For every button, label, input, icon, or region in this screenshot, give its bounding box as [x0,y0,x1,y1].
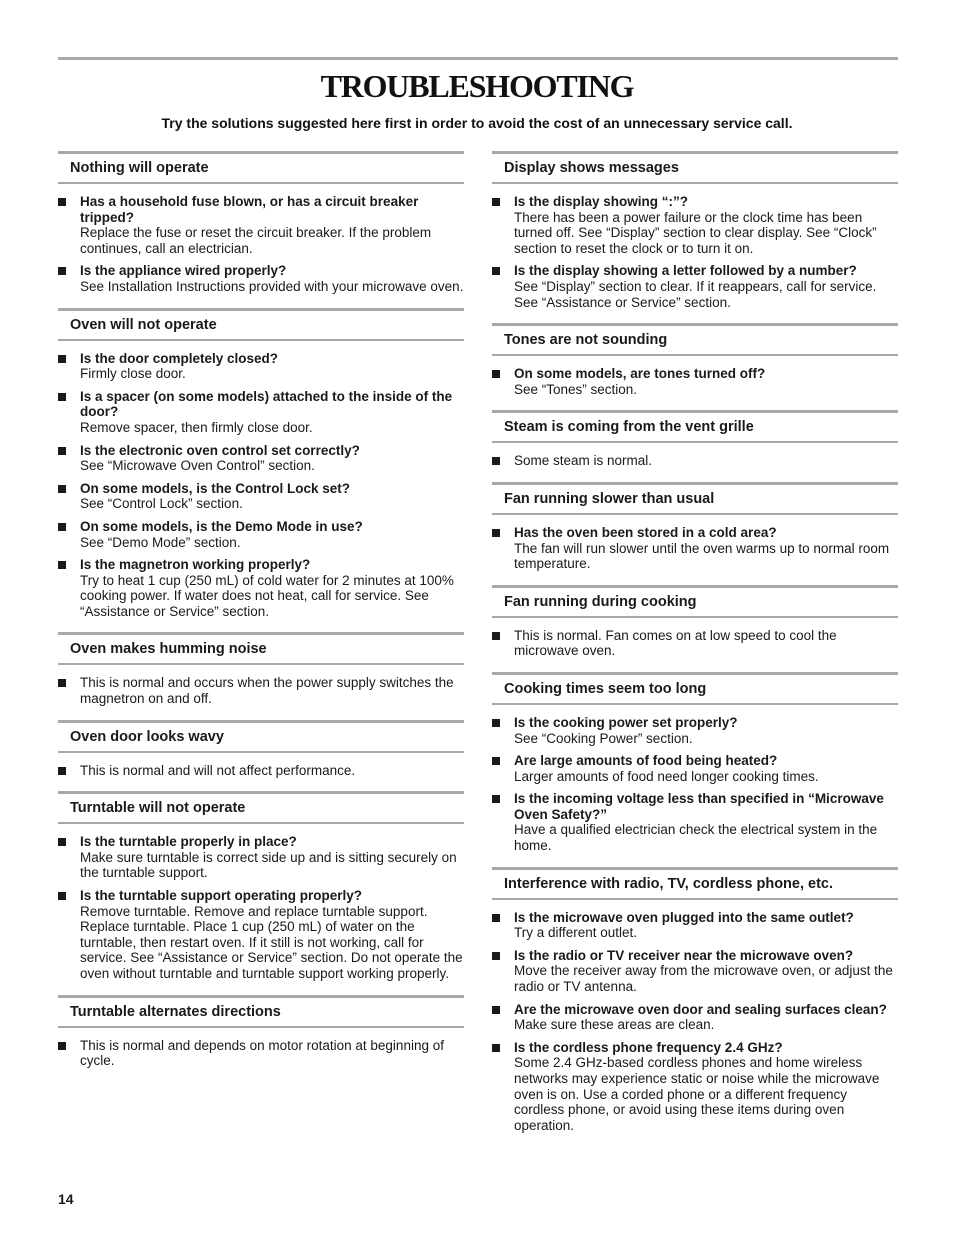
list-item [58,557,464,619]
list-item [492,715,898,746]
item-question: Are large amounts of food being heated? [514,753,778,769]
list-item [492,453,898,469]
item-answer: This is normal and occurs when the power supply switches the magnetron on and off. [80,675,454,707]
item-question: Is the display showing “:”? [514,194,689,209]
section-heading: Fan running during cooking [492,585,898,618]
list-item [492,263,898,310]
square-bullet-icon [58,767,66,775]
item-question: Is the display showing a letter followed by a number? [514,263,857,279]
section-steam-is-coming-from-the-vent-grille [492,410,898,469]
list-item [492,948,898,995]
item-answer: This is normal and depends on motor rotation at beginning of cycle. [80,1037,444,1069]
square-bullet-icon [58,267,66,275]
item-answer: Remove turntable. Remove and replace turntable support. Replace turntable. Place 1 cup (250 mL) of water on the turntable, then restart oven. If it still is not working, call for service. See “Assistance or Service” section. Do not operate the oven without turntable and turntable support working properly. [80,903,463,981]
square-bullet-icon [492,370,500,378]
square-bullet-icon [58,523,66,531]
item-question: Has a household fuse blown, or has a circuit breaker tripped? [80,194,419,225]
square-bullet-icon [492,267,500,275]
item-question: Is the microwave oven plugged into the same outlet? [514,909,854,925]
section-fan-running-slower-than-usual [492,482,898,572]
list-item [58,351,464,382]
square-bullet-icon [492,757,500,765]
square-bullet-icon [58,485,66,493]
item-answer: Move the receiver away from the microwave oven, or adjust the radio or TV antenna. [514,963,893,995]
item-answer: See “Tones” section. [514,381,638,397]
section-cooking-times-seem-too-long [492,672,898,854]
top-rule [58,57,898,60]
square-bullet-icon [492,198,500,206]
item-answer: There has been a power failure or the clock time has been turned off. See “Display” section to clear display. See “Clock” section to reset the clock or to turn it on. [514,209,877,256]
list-item [492,791,898,853]
item-answer: This is normal. Fan comes on at low speed to cool the microwave oven. [514,627,837,659]
list-item [492,753,898,784]
item-answer: Make sure turntable is correct side up and is sitting securely on the turntable support. [80,849,457,881]
list-item [58,481,464,512]
list-item [58,763,464,779]
section-heading: Oven makes humming noise [58,632,464,665]
item-question: On some models, is the Demo Mode in use? [80,518,363,534]
list-item [58,443,464,474]
item-question: Is a spacer (on some models) attached to the inside of the door? [80,388,453,420]
item-question: Is the door completely closed? [80,350,279,366]
page-number: 14 [58,1191,74,1207]
item-answer: See “Display” section to clear. If it reappears, call for service. See “Assistance or Service” section. [514,278,877,310]
section-oven-door-looks-wavy [58,720,464,779]
section-heading: Turntable will not operate [58,791,464,824]
item-answer: Remove spacer, then firmly close door. [80,419,313,435]
square-bullet-icon [492,1044,500,1052]
item-question: Is the turntable properly in place? [80,834,297,850]
section-oven-will-not-operate [58,308,464,620]
square-bullet-icon [58,355,66,363]
square-bullet-icon [58,198,66,206]
section-tones-are-not-sounding [492,323,898,397]
section-display-shows-messages [492,151,898,310]
list-item [58,263,464,294]
square-bullet-icon [492,795,500,803]
list-item [492,366,898,397]
square-bullet-icon [58,447,66,455]
square-bullet-icon [492,632,500,640]
square-bullet-icon [492,914,500,922]
item-question: Is the turntable support operating properly? [80,888,363,904]
item-answer: See Installation Instructions provided with your microwave oven. [80,278,464,294]
list-item [492,1002,898,1033]
section-oven-makes-humming-noise [58,632,464,706]
section-heading: Nothing will operate [58,151,464,184]
square-bullet-icon [492,457,500,465]
list-item [492,194,898,256]
square-bullet-icon [58,838,66,846]
square-bullet-icon [492,719,500,727]
item-answer: See “Demo Mode” section. [80,534,241,550]
section-heading: Tones are not sounding [492,323,898,356]
item-answer: Have a qualified electrician check the electrical system in the home. [514,822,878,854]
item-question: Are the microwave oven door and sealing surfaces clean? [514,1001,887,1017]
list-item [58,194,464,256]
section-fan-running-during-cooking [492,585,898,659]
left-column [58,151,464,1082]
list-item [58,888,464,982]
section-interference-with-radio-tv-cordless-phone-etc [492,867,898,1134]
item-question: Is the incoming voltage less than specified in “Microwave Oven Safety?” [514,791,884,822]
section-turntable-will-not-operate [58,791,464,981]
list-item [58,389,464,436]
section-heading: Oven will not operate [58,308,464,341]
item-question: Is the electronic oven control set correctly? [80,442,360,458]
item-question: Has the oven been stored in a cold area? [514,524,777,540]
list-item [492,1040,898,1134]
item-answer: Larger amounts of food need longer cooking times. [514,768,819,784]
item-answer: Some 2.4 GHz-based cordless phones and home wireless networks may experience static or noise while the microwave oven is on. Use a corded phone or a different frequency cordless phone, or avoid using these items during oven operation. [514,1055,880,1133]
list-item [58,834,464,881]
item-answer: See “Cooking Power” section. [514,730,693,746]
square-bullet-icon [58,679,66,687]
item-answer: See “Microwave Oven Control” section. [80,458,315,474]
item-answer: Try to heat 1 cup (250 mL) of cold water for 2 minutes at 100% cooking power. If water does not heat, call for service. See “Assistance or Service” section. [80,572,454,619]
list-item [58,675,464,706]
square-bullet-icon [58,1042,66,1050]
list-item [492,525,898,572]
section-turntable-alternates-directions [58,995,464,1069]
item-question: Is the magnetron working properly? [80,557,311,573]
square-bullet-icon [58,393,66,401]
item-answer: Make sure these areas are clean. [514,1017,715,1033]
section-heading: Fan running slower than usual [492,482,898,515]
section-heading: Interference with radio, TV, cordless phone, etc. [492,867,898,900]
square-bullet-icon [58,892,66,900]
list-item [58,1038,464,1069]
section-heading: Steam is coming from the vent grille [492,410,898,443]
item-question: Is the appliance wired properly? [80,263,287,279]
item-answer: See “Control Lock” section. [80,496,243,512]
item-question: On some models, is the Control Lock set? [80,480,351,496]
section-heading: Cooking times seem too long [492,672,898,705]
section-heading: Display shows messages [492,151,898,184]
list-item [492,910,898,941]
item-question: On some models, are tones turned off? [514,366,766,382]
list-item [492,628,898,659]
item-answer: This is normal and will not affect performance. [80,762,356,778]
square-bullet-icon [492,1006,500,1014]
item-answer: Replace the fuse or reset the circuit breaker. If the problem continues, call an electrician. [80,225,432,256]
item-answer: Firmly close door. [80,366,186,382]
item-question: Is the cordless phone frequency 2.4 GHz? [514,1039,783,1055]
section-nothing-will-operate [58,151,464,295]
section-heading: Oven door looks wavy [58,720,464,753]
list-item [58,519,464,550]
square-bullet-icon [492,529,500,537]
page-subtitle: Try the solutions suggested here first in order to avoid the cost of an unnecessary service call. [161,115,793,131]
square-bullet-icon [492,952,500,960]
page-title: TROUBLESHOOTING [320,68,634,104]
item-answer: Some steam is normal. [514,453,653,469]
item-answer: The fan will run slower until the oven warms up to normal room temperature. [514,540,890,572]
section-heading: Turntable alternates directions [58,995,464,1028]
square-bullet-icon [58,561,66,569]
item-question: Is the cooking power set properly? [514,714,738,730]
right-column [492,151,898,1146]
item-question: Is the radio or TV receiver near the microwave oven? [514,947,854,963]
item-answer: Try a different outlet. [514,925,638,941]
